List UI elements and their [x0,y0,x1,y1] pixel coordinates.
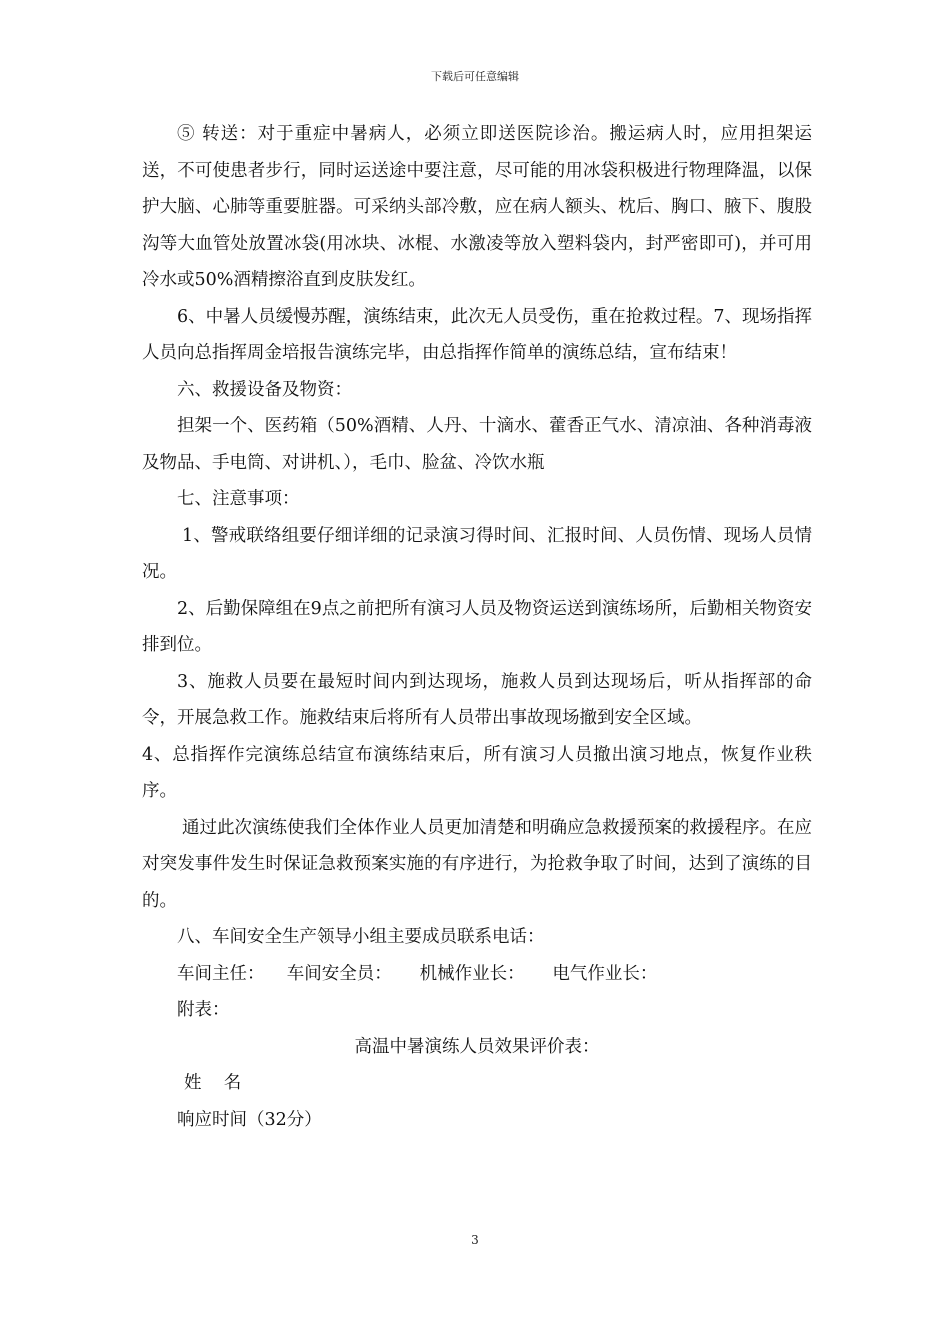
paragraph-equipment-list: 担架一个、医药箱（50%酒精、人丹、十滴水、藿香正气水、清凉油、各种消毒液及物品、手电筒、对讲机、），毛巾、脸盆、冷饮水瓶 [142,416,812,473]
table-row-response-time: 响应时间（32分） [177,1109,322,1130]
document-body [142,116,812,1138]
paragraph-drill-end: 6、中暑人员缓慢苏醒，演练结束，此次无人员受伤，重在抢救过程。7、现场指挥人员向总指挥周金培报告演练完毕，由总指挥作简单的演练总结，宣布结束！ [142,306,812,363]
paragraph-transfer: ⑤ 转送：对于重症中暑病人，必须立即送医院诊治。搬运病人时，应用担架运送，不可使患者步行，同时运送途中要注意，尽可能的用冰袋积极进行物理降温，以保护大脑、心肺等重要脏器。可采纳头部冷敷，应在病人额头、枕后、胸口、腋下、腹股沟等大血管处放置冰袋(用冰块、冰棍、水激凌等放入塑料袋内，封严密即可)，并可用冷水或50%酒精擦浴直到皮肤发红。 [142,124,812,290]
heading-notes: 七、注意事项： [177,489,300,509]
heading-contacts: 八、车间安全生产领导小组主要成员联系电话： [177,927,545,947]
note-item-2: 2、后勤保障组在9点之前把所有演习人员及物资运送到演练场所，后勤相关物资安排到位。 [142,598,812,655]
table-row-name: 姓 名 [184,1073,242,1093]
note-item-1: 1、警戒联络组要仔细详细的记录演习得时间、汇报时间、人员伤情、现场人员情况。 [142,525,812,582]
page-number: 3 [471,1233,479,1247]
contacts-line: 车间主任： 车间安全员： 机械作业长： 电气作业长： [177,963,658,984]
page-header: 下载后可任意编辑 [431,70,519,83]
note-item-3: 3、施救人员要在最短时间内到达现场，施救人员到达现场后，听从指挥部的命令，开展急救工作。施救结束后将所有人员带出事故现场撤到安全区域。 [142,671,812,728]
attachment-label: 附表： [177,1000,230,1020]
paragraph-summary: 通过此次演练使我们全体作业人员更加清楚和明确应急救援预案的救援程序。在应对突发事件发生时保证急救预案实施的有序进行，为抢救争取了时间，达到了演练的目的。 [142,817,812,911]
table-title: 高温中暑演练人员效果评价表： [354,1036,600,1057]
note-item-4: 4、总指挥作完演练总结宣布演练结束后，所有演习人员撤出演习地点，恢复作业秩序。 [142,744,812,801]
heading-equipment: 六、救援设备及物资： [177,379,352,400]
